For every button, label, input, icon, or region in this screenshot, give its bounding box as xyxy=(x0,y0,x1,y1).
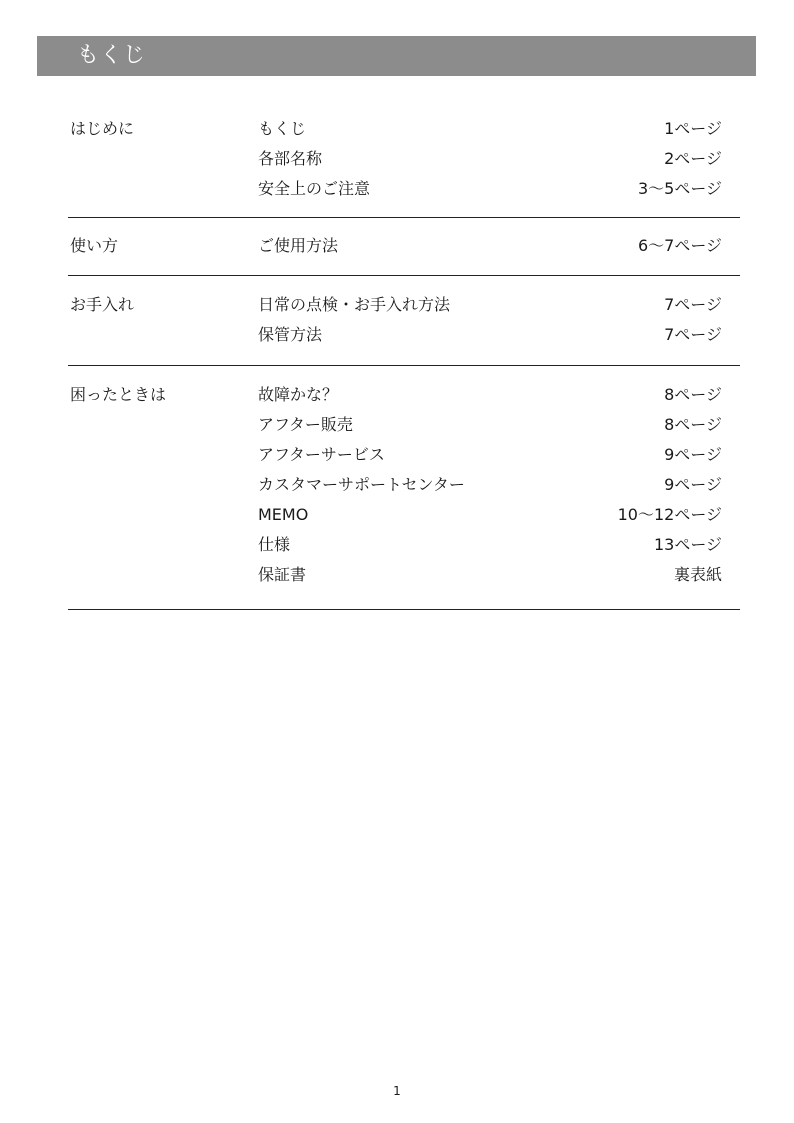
section-label: お手入れ xyxy=(70,295,135,314)
entry-title: 仕様 xyxy=(258,535,291,554)
table-of-contents xyxy=(68,113,740,610)
entry-page: 3〜5ページ xyxy=(637,179,722,198)
entry-page: 裏表紙 xyxy=(673,565,722,584)
entry-page: 1ページ xyxy=(664,119,722,138)
entry-title: 日常の点検・お手入れ方法 xyxy=(258,295,451,314)
entry-title: カスタマーサポートセンター xyxy=(258,475,465,494)
toc-entry[interactable] xyxy=(258,290,722,320)
toc-section-introduction xyxy=(68,113,740,218)
toc-entry[interactable] xyxy=(258,560,722,590)
entry-title: ご使用方法 xyxy=(258,236,339,255)
entry-title: 保証書 xyxy=(258,565,307,584)
section-entries xyxy=(258,380,722,590)
entry-title: 保管方法 xyxy=(258,325,323,344)
entry-page: 10〜12ページ xyxy=(617,505,722,524)
toc-entry[interactable] xyxy=(258,500,722,530)
entry-page: 2ページ xyxy=(664,149,722,168)
entry-title: 安全上のご注意 xyxy=(258,179,371,198)
toc-section-maintenance xyxy=(68,276,740,366)
entry-title: アフターサービス xyxy=(258,445,385,464)
page-number: 1 xyxy=(393,1084,401,1098)
section-label: 困ったときは xyxy=(70,385,167,404)
toc-entry[interactable] xyxy=(258,530,722,560)
entry-title: MEMO xyxy=(258,505,309,524)
toc-entry[interactable] xyxy=(258,144,722,174)
entry-title: 故障かな？ xyxy=(258,385,339,404)
toc-entry[interactable] xyxy=(258,231,722,261)
toc-entry[interactable] xyxy=(258,114,722,144)
page-title: もくじ xyxy=(77,43,147,68)
section-label: 使い方 xyxy=(70,236,119,255)
entry-page: 8ページ xyxy=(664,385,722,404)
toc-entry[interactable] xyxy=(258,470,722,500)
section-entries xyxy=(258,231,722,261)
entry-title: 各部名称 xyxy=(258,149,323,168)
entry-page: 8ページ xyxy=(664,415,722,434)
toc-entry[interactable] xyxy=(258,320,722,350)
entry-title: アフター販売 xyxy=(258,415,353,434)
section-label: はじめに xyxy=(70,119,135,138)
toc-entry[interactable] xyxy=(258,440,722,470)
entry-page: 7ページ xyxy=(664,325,722,344)
section-entries xyxy=(258,114,722,204)
entry-title: もくじ xyxy=(258,119,307,138)
entry-page: 7ページ xyxy=(664,295,722,314)
entry-page: 9ページ xyxy=(664,445,722,464)
section-entries xyxy=(258,290,722,350)
entry-page: 6〜7ページ xyxy=(637,236,722,255)
entry-page: 13ページ xyxy=(653,535,722,554)
toc-entry[interactable] xyxy=(258,380,722,410)
toc-entry[interactable] xyxy=(258,410,722,440)
toc-section-usage xyxy=(68,218,740,276)
toc-entry[interactable] xyxy=(258,174,722,204)
toc-section-troubleshooting xyxy=(68,366,740,610)
entry-page: 9ページ xyxy=(664,475,722,494)
title-bar xyxy=(37,36,756,76)
